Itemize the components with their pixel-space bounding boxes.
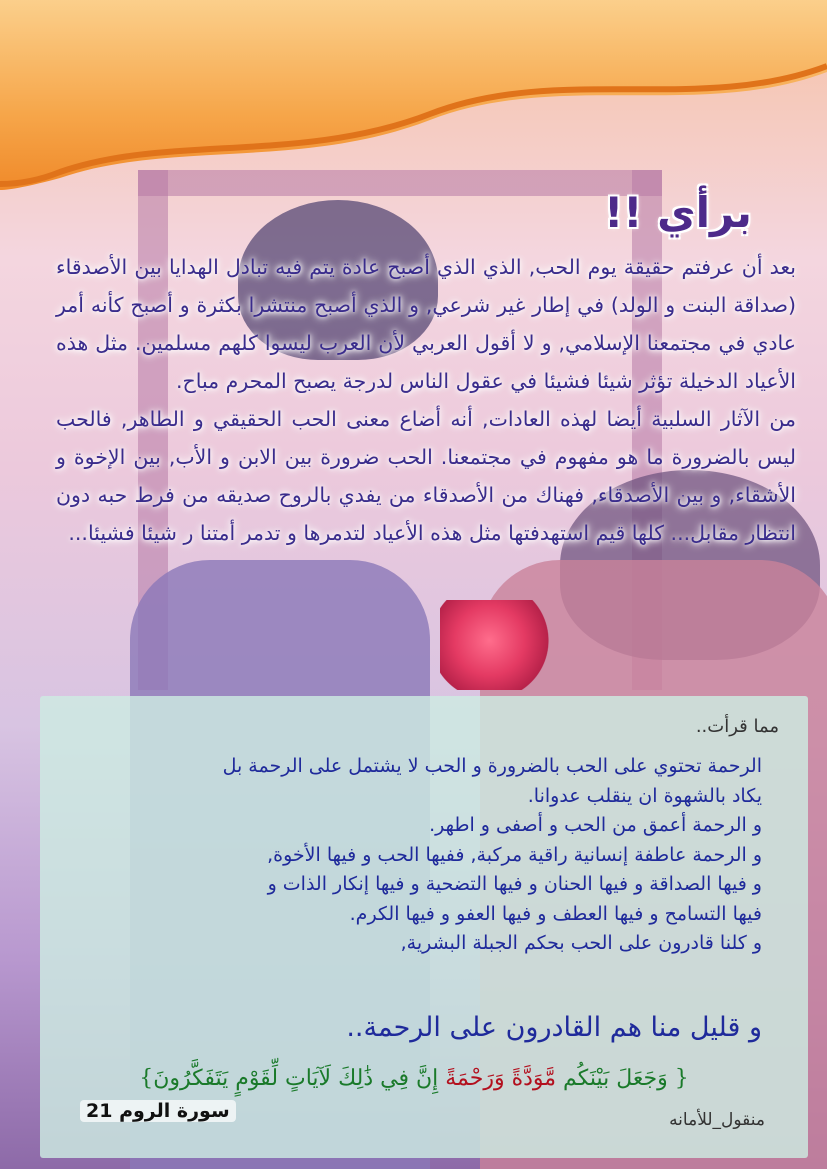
opinion-article [56, 248, 796, 552]
quote-line: و كلنا قادرون على الحب بحكم الجبلة البشرية, [400, 932, 762, 954]
article-paragraph-2: من الآثار السلبية أيضا لهذه العادات, أنه أضاع معنى الحب الحقيقي و الطاهر, فالحب ليس بالضرورة ما هو مفهوم في مجتمعنا. الحب ضرورة بين الابن و الأب, بين الإخوة و الأشقاء, و بين الأصدقاء, فهناك من الأصدقاء من يفدي بالروح صديقه من فرط حبه دون انتظار مقابل... كلها قيم استهدفتها مثل هذه الأعياد لتدمرها و تدمر أمتنا ر شيئا فشيئا... [56, 407, 796, 545]
source-credit: منقول_للأمانه [669, 1110, 765, 1130]
quote-lines [74, 752, 762, 959]
quote-final-line: و قليل منا هم القادرون على الرحمة.. [346, 1012, 762, 1043]
quran-verse [80, 1066, 748, 1091]
verse-part-close: إِنَّ فِي ذَٰلِكَ لَآيَاتٍ لِّقَوْمٍ يَتَفَكَّرُونَ} [139, 1066, 446, 1091]
quote-line: الرحمة تحتوي على الحب بالضرورة و الحب لا يشتمل على الرحمة بل [222, 755, 762, 777]
quote-line: و الرحمة عاطفة إنسانية راقية مركبة, ففيها الحب و فيها الأخوة, [267, 843, 762, 866]
quote-line: يكاد بالشهوة ان ينقلب عدوانا. [527, 784, 762, 807]
verse-highlight: مَّوَدَّةً وَرَحْمَةً [445, 1066, 557, 1091]
quote-line: و الرحمة أعمق من الحب و أصفى و اطهر. [429, 814, 762, 836]
quote-line: و فيها الصداقة و فيها الحنان و فيها التضحية و فيها إنكار الذات و [267, 873, 762, 895]
surah-reference: سورة الروم 21 [80, 1100, 236, 1122]
verse-part-open: { وَجَعَلَ بَيْنَكُم [556, 1066, 689, 1091]
quote-line: فيها التسامح و فيها العطف و فيها العفو و فيها الكرم. [349, 902, 762, 925]
page-title: برأي !! [604, 188, 752, 237]
quote-intro: مما قرأت.. [695, 716, 779, 737]
article-paragraph-1: بعد أن عرفتم حقيقة يوم الحب, الذي الذي أصبح عادة يتم فيه تبادل الهدايا بين الأصدقاء (صداقة البنت و الولد) في إطار غير شرعي, و الذي أصبح منتشرا بكثرة و أصبح كأنه أمر عادي في مجتمعنا الإسلامي, و لا أقول العربي لأن العرب ليسوا كلهم مسلمين. مثل هذه الأعياد الدخيلة تؤثر شيئا فشيئا في عقول الناس لدرجة يصبح المحرم مباح. [56, 255, 796, 393]
